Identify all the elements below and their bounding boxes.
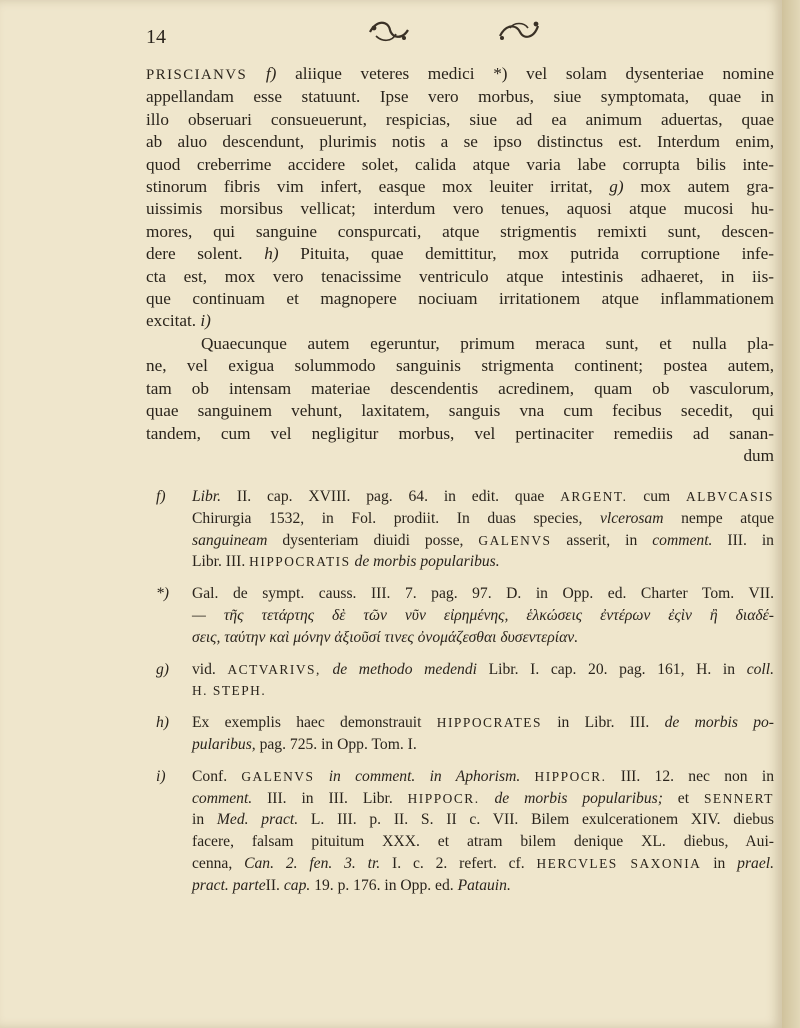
text-span: III. 12. nec non in (620, 767, 775, 785)
text-span: ACTVARIVS, (227, 661, 321, 677)
text-span: stinorum fibris vim infert, easque mox leuiter irritat, (146, 177, 593, 197)
text-line: Quaecunque autem egeruntur, primum meraca sunt, et nulla pla- (201, 333, 774, 353)
text-span: III. in (727, 531, 774, 549)
text-span: HIPPOCRATES (436, 715, 542, 731)
author-name: PRISCIANVS (146, 67, 248, 83)
text-span: de morbis po- (664, 714, 774, 732)
left-fleuron-ornament (366, 18, 412, 44)
text-span: excitat. (146, 311, 197, 331)
text-span: GALENVS (478, 532, 552, 548)
text-span: ARGENT. (560, 489, 628, 504)
footnotes (146, 486, 774, 907)
text-line: tandem, cum vel negligitur morbus, vel pertinaciter remediis ad sanan- (146, 423, 774, 443)
text-span: L. III. p. II. S. II c. VII. Bilem exulcerationem XIV. diebus (310, 811, 774, 829)
text-span: Chirurgia 1532, in Fol. prodiit. In duas species, (192, 509, 583, 527)
greek-quote-line: σεις, ταύτην καὶ μόνην ἀξιοῦσί τινες ὀνομάζεσθαι δυσεντερίαν. (192, 628, 579, 646)
text-span: vid. (192, 660, 216, 678)
text-span: II. cap. XVIII. pag. 64. in edit. quae (236, 488, 545, 505)
footnote-line: Gal. de sympt. causs. III. 7. pag. 97. D. in Opp. ed. Charter Tom. VII. (192, 585, 774, 603)
text-span: asserit, in (566, 531, 638, 549)
text-span: dere solent. (146, 244, 243, 264)
text-line: appellandam esse statuunt. Ipse vero morbus, siue symptomata, quae in (146, 87, 774, 107)
text-span: cenna, (192, 854, 233, 872)
page-edge (782, 0, 800, 1028)
text-span: Libr. (192, 488, 222, 505)
footnote-mark: g) (156, 660, 169, 678)
text-span: nempe atque (681, 509, 774, 527)
footnote-ref: g) (609, 177, 624, 197)
text-span: et (677, 789, 690, 807)
footnote-ref: f) (265, 64, 277, 83)
text-line: illo obseruari consueuerunt, respicias, siue ad ea animum aduertas, quae (146, 109, 774, 129)
text-span: comment. (652, 531, 713, 549)
text-line: que continuam et magnopere nociuam irritationem atque inflammationem (146, 289, 774, 309)
text-span: coll. (746, 660, 774, 678)
footnote-ref: i) (200, 311, 211, 331)
text-span: cap. (283, 876, 311, 894)
footnote-line (192, 788, 774, 810)
text-span: ALBVCASIS (685, 489, 774, 504)
text-span: Patauin. (457, 876, 511, 894)
text-span: HIPPOCR. (534, 768, 607, 784)
greek-quote-line: — τῆς τετάρτης δὲ τῶν νῦν εἰρημένης, ἑλκώσεις ἐντέρων ἐςὶν ἢ διαδέ- (192, 606, 774, 624)
footnote-i (146, 766, 774, 897)
text-span: Med. pract. (216, 811, 299, 829)
footnote-line (192, 734, 774, 756)
text-span: II. (265, 876, 280, 894)
footnote-line (192, 486, 774, 508)
text-span: Can. 2. fen. 3. tr. (244, 854, 381, 872)
text-span: comment. (192, 789, 253, 807)
text-line: ab aluo descendunt, plurimis notis a se ipso distinctus est. Interdum enim, (146, 132, 774, 152)
footnote-line (192, 712, 774, 734)
text-span: mox autem gra- (640, 177, 775, 197)
text-span: aliique veteres medici *) vel solam dysenteriae nomine (295, 64, 774, 83)
text-span: HIPPOCRATIS (249, 554, 351, 570)
text-span: vlcerosam (599, 509, 664, 527)
footnote-g (146, 659, 774, 703)
footnote-h (146, 712, 774, 756)
catchword: dum (743, 445, 774, 465)
text-line (146, 176, 774, 198)
text-span: parte (232, 876, 266, 894)
footnote-mark: *) (156, 585, 169, 603)
footnote-line (192, 551, 774, 573)
footnote-line (192, 508, 774, 530)
text-line: quae sanguinem vehunt, laxitatem, sanguis vna cum fecibus secedit, qui (146, 401, 774, 421)
footnote-line (192, 809, 774, 831)
text-span: de morbis popularibus. (354, 553, 500, 571)
text-span: Libr. I. cap. 20. pag. 161, H. in (488, 660, 736, 678)
text-line (146, 243, 774, 265)
text-span: dysenteriam diuidi posse, (282, 531, 464, 549)
footnote-line (192, 766, 774, 788)
footnote-mark: h) (156, 714, 169, 732)
text-line: cta est, mox vero tenacissime ventriculo atque intestinis adhaeret, in iis- (146, 266, 774, 286)
footnote-line (192, 659, 774, 681)
text-span: pag. 725. in Opp. Tom. I. (259, 735, 417, 753)
footnote-star (146, 583, 774, 648)
text-span: cum (643, 488, 671, 505)
text-line (146, 310, 774, 332)
text-span: Ex exemplis haec demonstrauit (192, 714, 422, 732)
text-span: Pituita, quae demittitur, mox putrida corruptione infe- (300, 244, 775, 264)
footnote-ref: h) (264, 244, 279, 264)
text-line: mores, qui sanguine conspurcati, atque strigmentis remixti sunt, descen- (146, 221, 774, 241)
text-span: I. c. 2. refert. cf. (392, 854, 525, 872)
footnote-line (192, 530, 774, 552)
main-text (146, 63, 774, 467)
text-span: in (192, 811, 205, 829)
footnote-line (192, 680, 774, 702)
footnote-mark: f) (156, 488, 166, 505)
text-span: SENNERT (703, 790, 774, 806)
text-span: in Libr. III. (557, 714, 650, 732)
footnote-line (192, 853, 774, 875)
text-span: sanguineam (192, 531, 268, 549)
footnote-line (192, 875, 774, 897)
text-span: prael. (737, 854, 774, 872)
text-line: quod creberrime accidere solet, calida atque varia labe corrupta bilis inte- (146, 154, 774, 174)
page-number: 14 (146, 26, 166, 48)
text-span: 19. p. 176. in Opp. ed. (314, 876, 454, 894)
text-span: GALENVS (241, 768, 315, 784)
right-fleuron-ornament (496, 18, 542, 44)
text-span: pularibus, (192, 735, 256, 753)
text-span: in (713, 854, 726, 872)
text-span: de methodo medendi (332, 660, 477, 678)
text-span: de morbis popularibus; (494, 789, 663, 807)
text-span: pract. (192, 876, 229, 894)
text-line (146, 63, 774, 86)
text-span: Libr. III. (192, 553, 246, 571)
footnote-line: facere, falsam pituitum XXX. et atram bilem denique XL. diebus, Aui- (192, 833, 774, 851)
text-span: H. STEPH. (192, 683, 267, 699)
text-line: tam ob intensam materiae descendentis acredinem, quam ob vasculorum, (146, 378, 774, 398)
text-span: HIPPOCR. (407, 790, 480, 806)
footnote-f (146, 486, 774, 573)
text-span: III. in III. Libr. (267, 789, 393, 807)
text-line: uissimis morsibus vellicat; interdum vero tenues, aquosi atque mucosi hu- (146, 199, 774, 219)
text-span: Conf. (192, 767, 228, 785)
footnote-mark: i) (156, 767, 166, 785)
text-span: HERCVLES SAXONIA (536, 855, 702, 871)
text-span: in comment. in Aphorism. (328, 767, 521, 785)
text-line: ne, vel exigua solummodo sanguinis strigmenta continent; postea autem, (146, 356, 774, 376)
